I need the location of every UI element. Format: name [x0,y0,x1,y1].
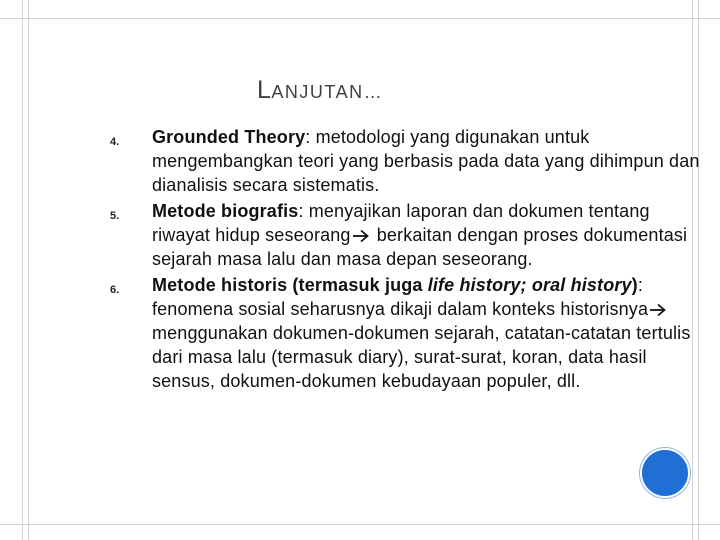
frame-line-top [0,18,720,19]
definition-text: : metodologi yang digunakan untuk mengembangkan teori yang berbasis pada data yang dihimpun dan dianalisis secara sistematis. [152,127,700,195]
list-number: 4. [110,136,120,148]
term-part-a: Metode historis (termasuk juga [152,275,428,295]
term-part-b: ) [631,275,638,295]
definition-text-before: : menyajikan laporan dan dokumen tentang riwayat hidup seseorang [152,201,650,245]
frame-line-left [22,0,23,540]
term-italic: life history; oral history [427,275,632,295]
slide-title-initial: L [257,76,272,104]
list-item-text [152,273,700,393]
content-list [110,125,700,393]
term-metode-biografis: Metode biografis [152,201,299,221]
arrow-right-icon [352,229,370,243]
definition-text-after: berkaitan dengan proses dokumentasi sejarah masa lalu dan masa depan seseorang. [152,225,688,269]
decorative-blue-circle [640,448,690,498]
arrow-right-icon [649,303,667,317]
slide-title-rest: ANJUTAN… [271,82,384,102]
frame-line-bottom [0,524,720,525]
frame-line-left-inner [28,0,29,540]
term-grounded-theory: Grounded Theory [152,127,306,147]
definition-text-before: : fenomena sosial seharusnya dikaji dalam konteks historisnya [152,275,649,319]
list-item-text [152,125,700,197]
definition-text-after: menggunakan dokumen-dokumen sejarah, catatan-catatan tertulis dari masa lalu (termasuk diary), surat-surat, koran, data hasil sensus, dokumen-dokumen kebudayaan populer, dll. [152,323,691,391]
slide-title [257,76,383,105]
list-item-text [152,199,700,271]
list-item [110,273,700,393]
list-number: 6. [110,284,120,296]
list-item [110,199,700,271]
list-number: 5. [110,210,120,222]
list-item [110,125,700,197]
term-metode-historis [152,275,638,295]
